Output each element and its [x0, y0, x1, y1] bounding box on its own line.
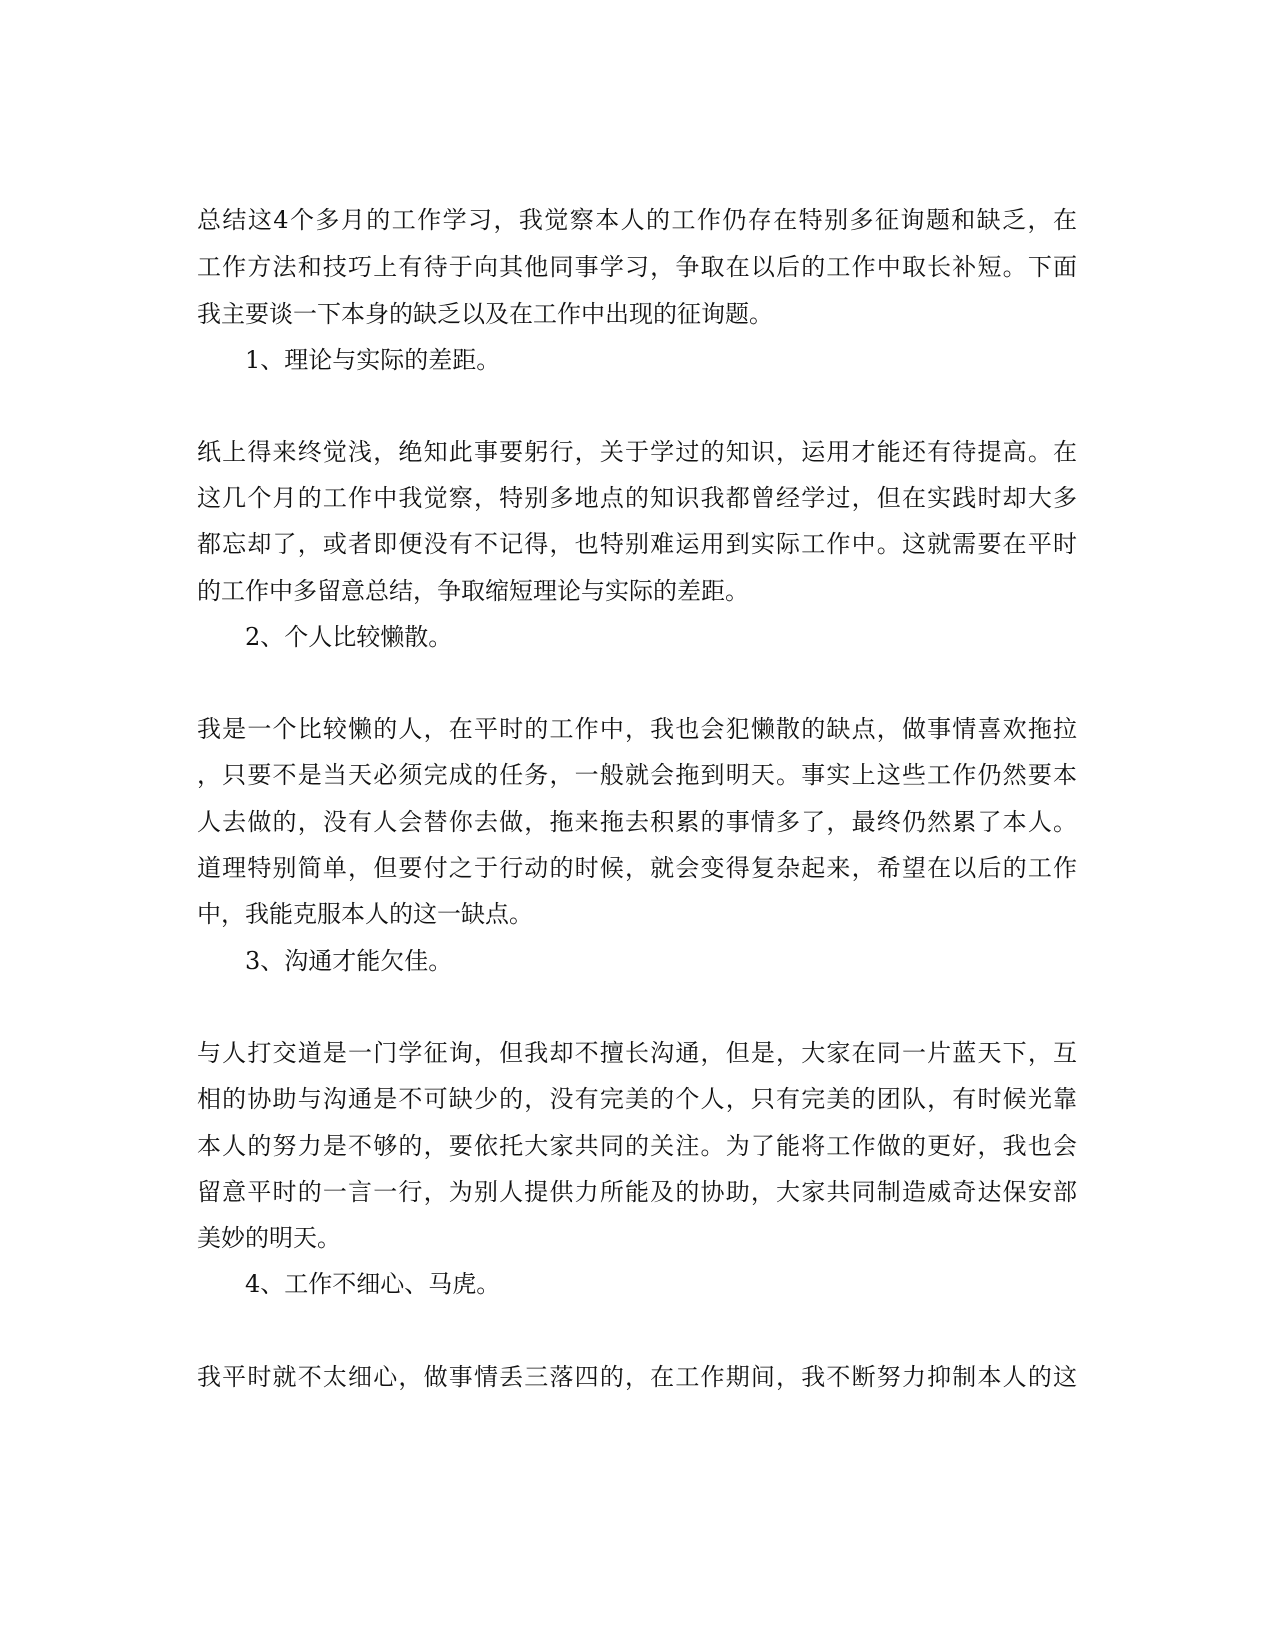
section-heading: 4、工作不细心、马虎。: [245, 1270, 501, 1298]
paragraph-line: 相的协助与沟通是不可缺少的，没有完美的个人，只有完美的团队，有时候光靠: [197, 1085, 1077, 1113]
paragraph-line: 美妙的明天。: [197, 1224, 341, 1252]
paragraph-line: 本人的努力是不够的，要依托大家共同的关注。为了能将工作做的更好，我也会: [197, 1132, 1077, 1160]
section-heading: 1、理论与实际的差距。: [245, 346, 501, 374]
paragraph-line: 道理特别简单，但要付之于行动的时候，就会变得复杂起来，希望在以后的工作: [197, 854, 1077, 882]
paragraph-line: 这几个月的工作中我觉察，特别多地点的知识我都曾经学过，但在实践时却大多: [197, 484, 1077, 512]
paragraph-line: 我主要谈一下本身的缺乏以及在工作中出现的征询题。: [197, 300, 773, 328]
paragraph-line: 的工作中多留意总结，争取缩短理论与实际的差距。: [197, 577, 749, 605]
paragraph-line: ，只要不是当天必须完成的任务，一般就会拖到明天。事实上这些工作仍然要本: [197, 761, 1077, 789]
paragraph-line: 都忘却了，或者即便没有不记得，也特别难运用到实际工作中。这就需要在平时: [197, 530, 1077, 558]
paragraph-line: 工作方法和技巧上有待于向其他同事学习，争取在以后的工作中取长补短。下面: [197, 253, 1077, 281]
paragraph-line: 我平时就不太细心，做事情丢三落四的，在工作期间，我不断努力抑制本人的这: [197, 1363, 1077, 1391]
section-heading: 2、个人比较懒散。: [245, 623, 453, 651]
paragraph-line: 纸上得来终觉浅，绝知此事要躬行，关于学过的知识，运用才能还有待提高。在: [197, 438, 1077, 466]
paragraph-line: 与人打交道是一门学征询，但我却不擅长沟通，但是，大家在同一片蓝天下，互: [197, 1039, 1077, 1067]
paragraph-line: 人去做的，没有人会替你去做，拖来拖去积累的事情多了，最终仍然累了本人。: [197, 808, 1077, 836]
section-heading: 3、沟通才能欠佳。: [245, 947, 453, 975]
paragraph-line: 留意平时的一言一行，为别人提供力所能及的协助，大家共同制造威奇达保安部: [197, 1178, 1077, 1206]
paragraph-line: 我是一个比较懒的人，在平时的工作中，我也会犯懒散的缺点，做事情喜欢拖拉: [197, 715, 1077, 743]
paragraph-line: 中，我能克服本人的这一缺点。: [197, 900, 533, 928]
paragraph-line: 总结这4个多月的工作学习，我觉察本人的工作仍存在特别多征询题和缺乏，在: [197, 206, 1077, 234]
